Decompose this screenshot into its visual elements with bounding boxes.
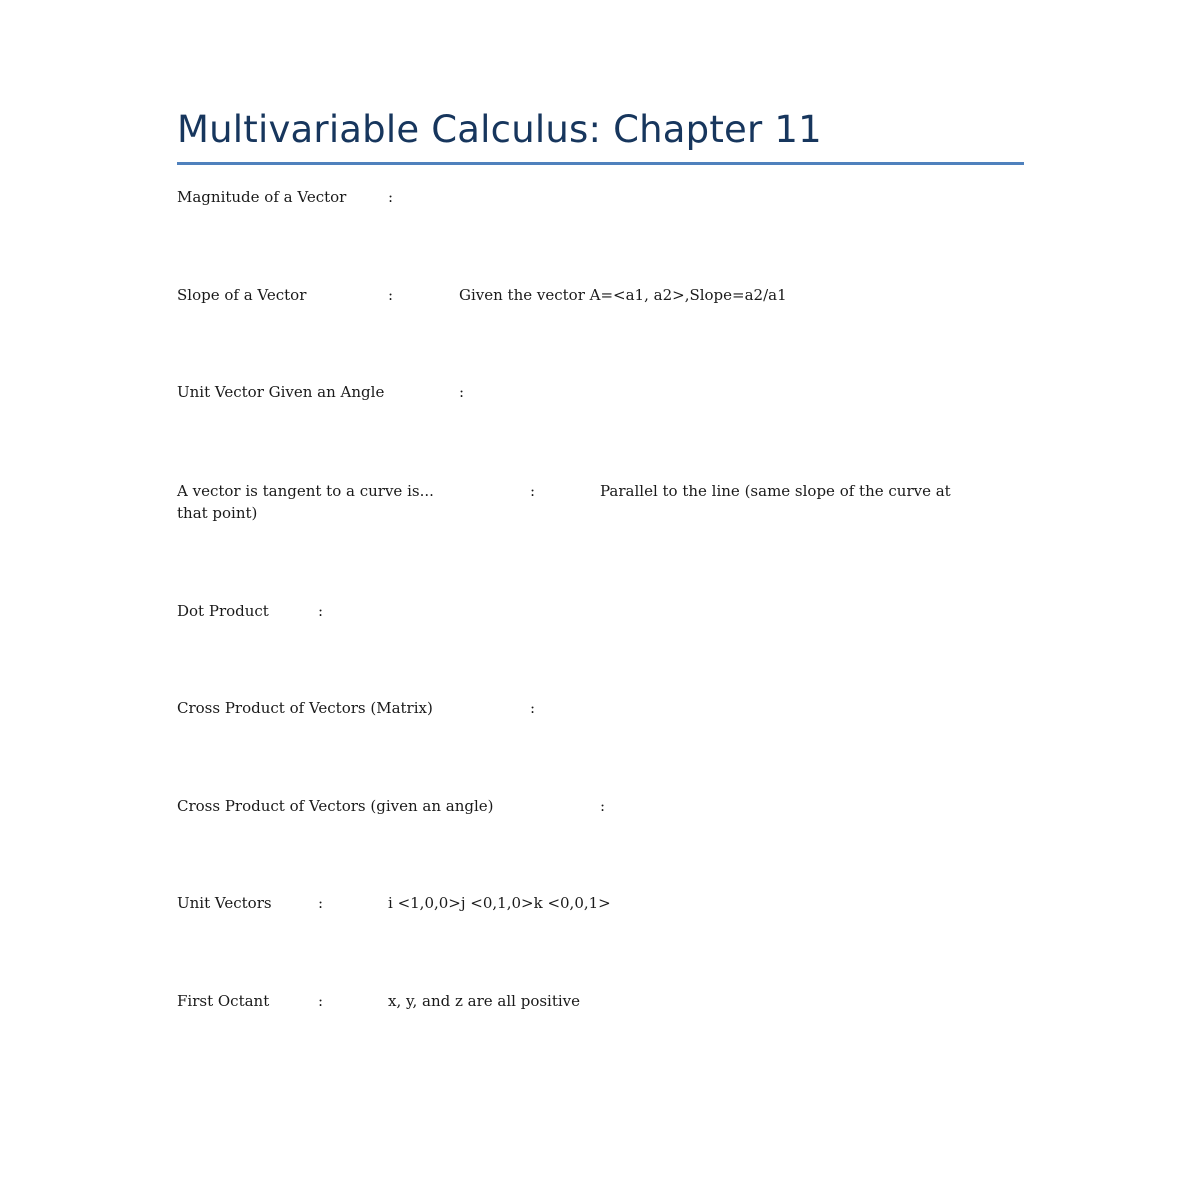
entry-term: Cross Product of Vectors (Matrix): [177, 699, 433, 717]
entry-term: Unit Vectors: [177, 894, 272, 912]
entry-term: Cross Product of Vectors (given an angle): [177, 797, 494, 815]
entry-definition: x, y, and z are all positive: [388, 992, 581, 1010]
entry-colon: :: [600, 797, 606, 815]
entry-term: Dot Product: [177, 602, 269, 620]
entry-definition-continued: that point): [177, 504, 258, 522]
entry-term: A vector is tangent to a curve is...: [177, 482, 434, 500]
entry-definition: Parallel to the line (same slope of the curve at: [600, 482, 951, 500]
entry-definition: i <1,0,0>j <0,1,0>k <0,0,1>: [388, 894, 611, 912]
entry-colon: :: [318, 992, 324, 1010]
entry-term: Slope of a Vector: [177, 286, 307, 304]
entry-colon: :: [388, 286, 394, 304]
entry-colon: :: [459, 383, 465, 401]
entry-term: Magnitude of a Vector: [177, 188, 347, 206]
page-title: Multivariable Calculus: Chapter 11: [177, 108, 822, 151]
entry-colon: :: [318, 602, 324, 620]
entry-colon: :: [388, 188, 394, 206]
entry-colon: :: [318, 894, 324, 912]
title-underline-rule: [177, 162, 1024, 165]
entry-term: First Octant: [177, 992, 270, 1010]
entry-colon: :: [530, 699, 536, 717]
entry-definition: Given the vector A=<a1, a2>,Slope=a2/a1: [459, 286, 787, 304]
entry-colon: :: [530, 482, 536, 500]
entry-term: Unit Vector Given an Angle: [177, 383, 385, 401]
